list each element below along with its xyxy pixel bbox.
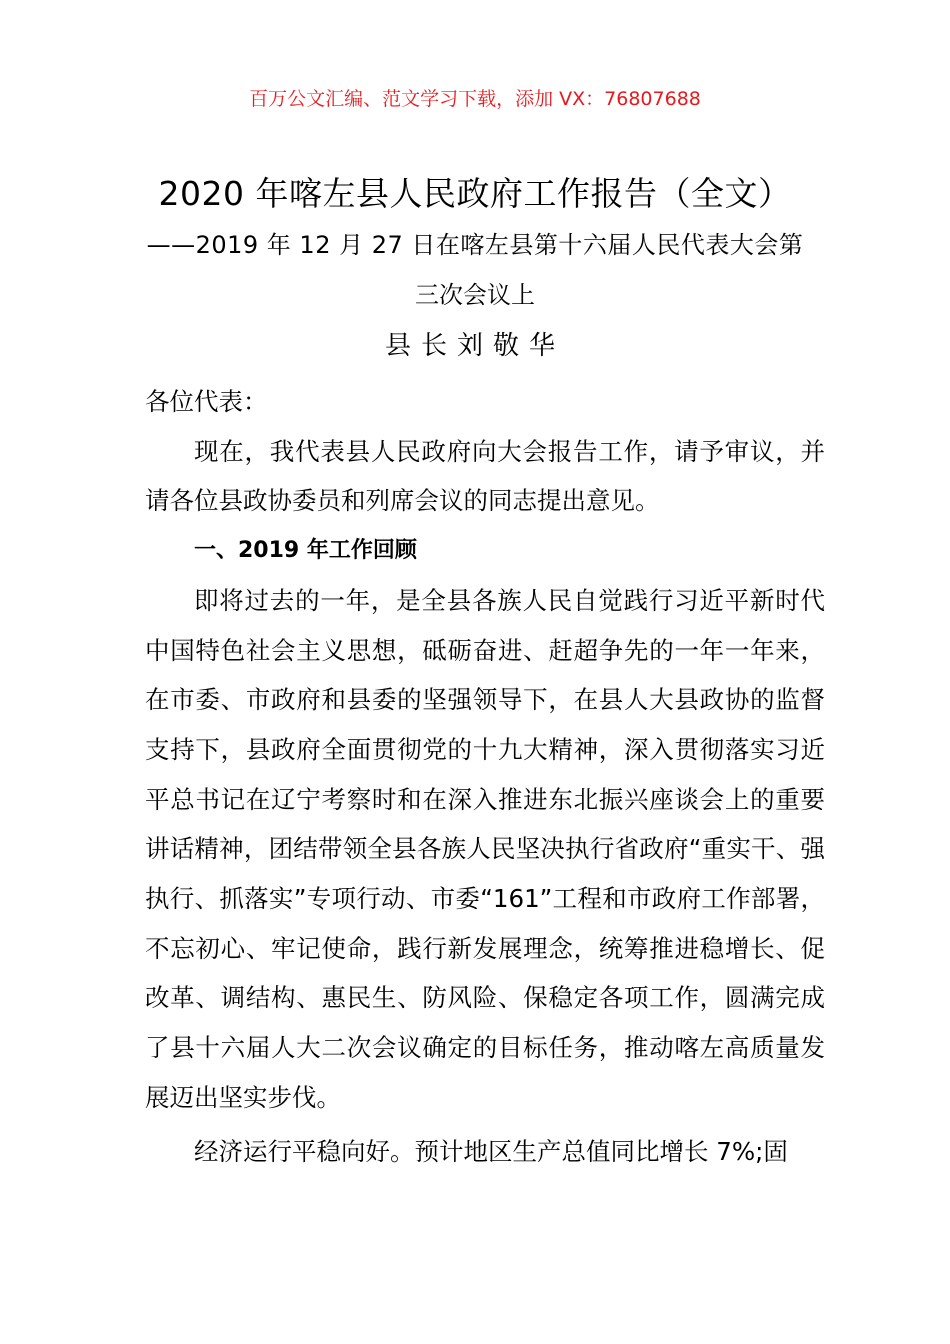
speaker-name: 县长刘敬华 [384,331,565,361]
document-subtitle-line1: ——2019 年 12 月 27 日在喀左县第十六届人民代表大会第 [146,231,804,259]
download-notice: 百万公文汇编、范文学习下载，添加 VX：76807688 [249,88,701,110]
economy-paragraph: 经济运行平稳向好。预计地区生产总值同比增长 7%;固 [194,1136,788,1166]
review-paragraph: 即将过去的一年，是全县各族人民自觉践行习近平新时代中国特色社会主义思想，砥砺奋进、赶超争先的一年一年来，在市委、市政府和县委的坚强领导下，在县人大县政协的监督支持下，县政府全面贯彻党的十九大精神，深入贯彻落实习近平总书记在辽宁考察时和在深入推进东北振兴座谈会上的重要讲话精神，团结带领全县各族人民坚决执行省政府“重实干、强执行、抓落实”专项行动、市委“161”工程和市政府工作部署，不忘初心、牢记使命，践行新发展理念，统筹推进稳增长、促改革、调结构、惠民生、防风险、保稳定各项工作，圆满完成了县十六届人大二次会议确定的目标任务，推动喀左高质量发展迈出坚实步伐。 [145,585,825,1112]
section-heading: 一、2019 年工作回顾 [194,538,417,564]
document-subtitle-line2: 三次会议上 [415,281,535,309]
document-body [145,377,825,1176]
document-title: 2020 年喀左县人民政府工作报告（全文） [158,174,792,213]
salutation: 各位代表： [145,387,268,416]
intro-paragraph: 现在，我代表县人民政府向大会报告工作，请予审议，并请各位县政协委员和列席会议的同志提出意见。 [145,436,825,516]
